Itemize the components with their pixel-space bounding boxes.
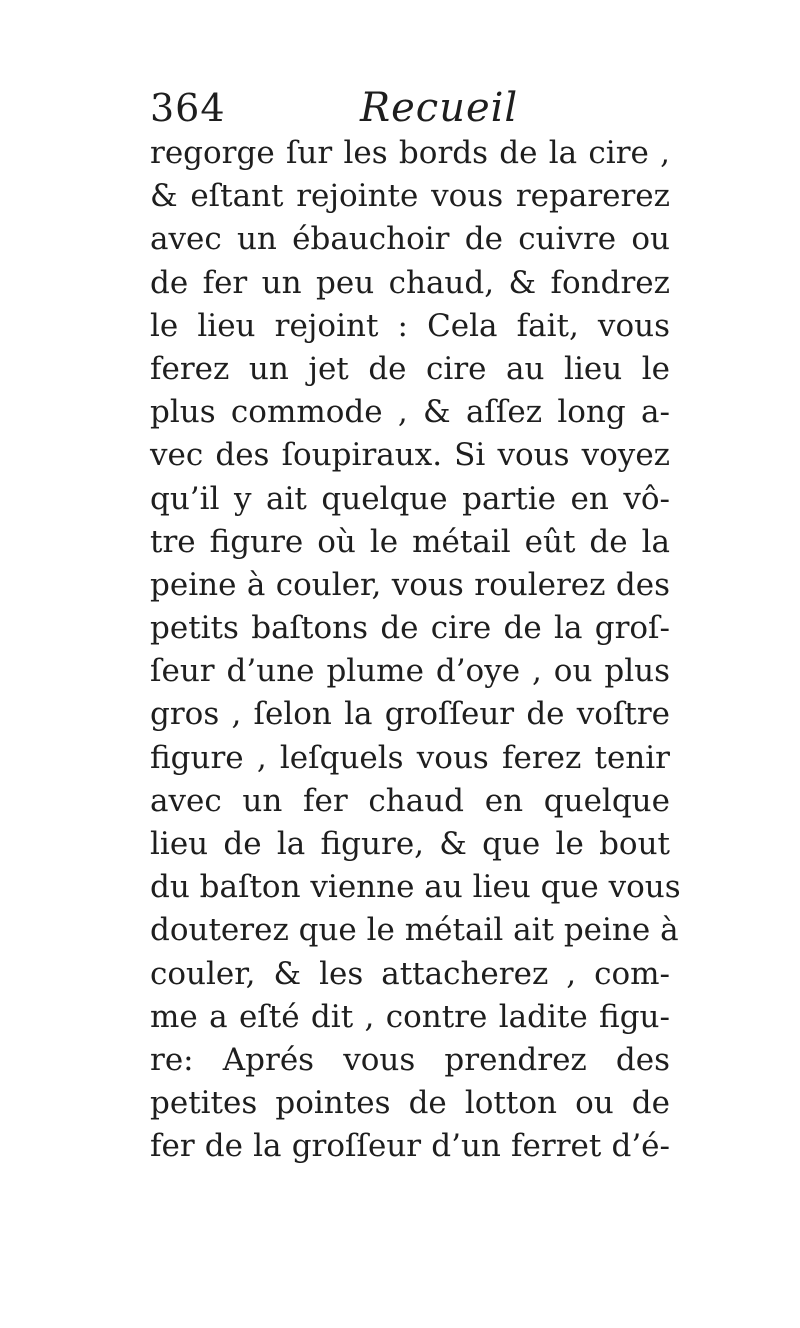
text-line: du baſton vienne au lieu que vous — [150, 869, 681, 906]
text-line: gros , ſelon la groſſeur de voſtre — [150, 696, 670, 733]
text-line: de fer un peu chaud, & fondrez — [150, 264, 670, 301]
text-line: peine à couler, vous roulerez des — [150, 566, 670, 603]
text-line: petits baſtons de cire de la groſ- — [150, 610, 670, 647]
text-line: figure , leſquels vous ferez tenir — [150, 739, 670, 776]
text-line: avec un fer chaud en quelque — [150, 782, 670, 819]
text-line: petites pointes de lotton ou de — [150, 1085, 670, 1122]
text-line: le lieu rejoint : Cela fait, vous — [150, 307, 670, 344]
text-line: tre figure où le métail eût de la — [150, 523, 670, 560]
running-head: Recueil — [360, 85, 519, 131]
text-line: & eſtant rejointe vous reparerez — [150, 178, 670, 215]
text-line: vec des ſoupiraux. Si vous voyez — [150, 437, 670, 474]
text-line: me a eſté dit , contre ladite figu- — [150, 998, 670, 1035]
text-line: fer de la groſſeur d’un ferret d’é- — [150, 1128, 670, 1165]
text-line: couler, & les attacherez , com- — [150, 955, 670, 992]
text-line: re: Aprés vous prendrez des — [150, 1041, 670, 1078]
page-number: 364 — [150, 86, 226, 130]
text-line: lieu de la figure, & que le bout — [150, 826, 670, 862]
page-header — [150, 82, 670, 134]
text-line: ſeur d’une plume d’oye , ou plus — [150, 653, 670, 690]
text-line: ferez un jet de cire au lieu le — [150, 350, 670, 387]
text-line: regorge ſur les bords de la cire , — [150, 135, 670, 171]
text-line: qu’il y ait quelque partie en vô- — [150, 480, 670, 517]
text-line: avec un ébauchoir de cuivre ou — [150, 221, 670, 258]
text-line: plus commode , & aſſez long a- — [150, 394, 670, 431]
text-line: douterez que le métail ait peine à — [150, 912, 679, 949]
body-text — [150, 132, 681, 1169]
